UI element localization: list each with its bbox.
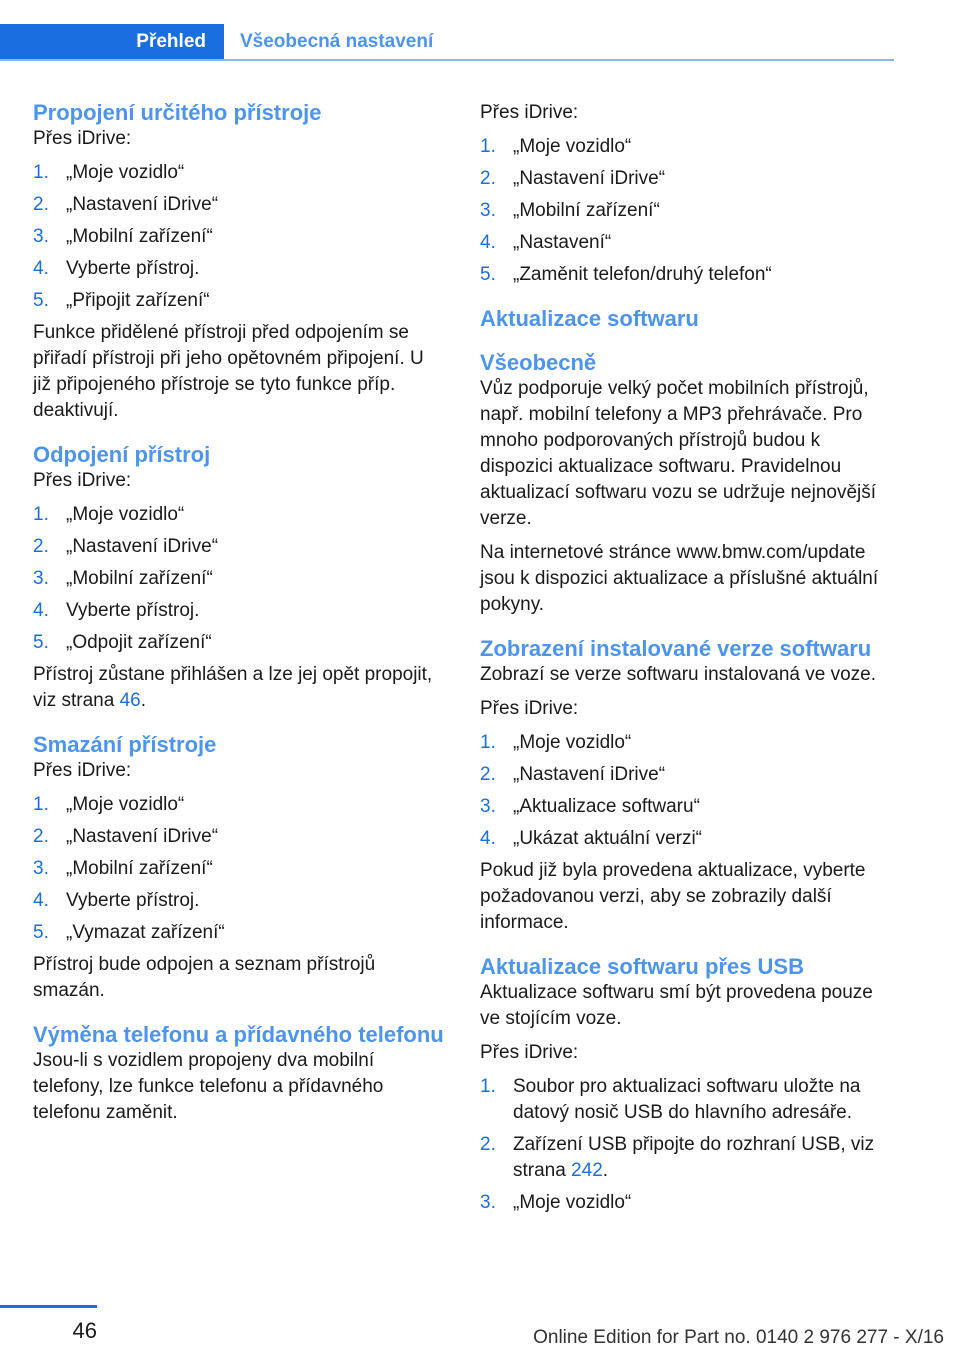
list-item: 4. „Ukázat aktuální verzi“	[480, 828, 703, 849]
heading-delete-device: Smazání přístroje	[33, 732, 217, 757]
list-item: 5. „Připojit zařízení“	[33, 290, 210, 311]
list-item: 4. „Nastavení“	[480, 232, 612, 253]
version-paragraph: Zobrazí se verze softwaru instalovaná ve voze.	[480, 664, 877, 685]
list-item: 3. „Aktualizace softwaru“	[480, 796, 700, 817]
list-item: 3. „Moje vozidlo“	[480, 1192, 632, 1213]
list-item: 3. „Mobilní zařízení“	[33, 226, 213, 247]
heading-swap-phone: Výměna telefonu a přídavného telefonu	[33, 1022, 444, 1047]
page-number: 46	[72, 1318, 97, 1343]
page-link-242[interactable]: 242	[571, 1160, 603, 1181]
heading-show-version: Zobrazení instalované verze softwaru	[480, 636, 872, 661]
tab-prehled[interactable]: Přehled	[0, 24, 224, 60]
list-item: 5. „Vymazat zařízení“	[33, 922, 225, 943]
list-item: 3. „Mobilní zařízení“	[33, 568, 213, 589]
via-idrive-text: Přes iDrive:	[480, 698, 579, 719]
swap-steps	[480, 134, 892, 288]
list-item: 1. Soubor pro aktualizaci softwaru uložte na datový nosič USB do hlavního adresáře.	[480, 1076, 861, 1123]
via-idrive-text: Přes iDrive:	[33, 128, 132, 149]
list-item: 3. „Mobilní zařízení“	[480, 200, 660, 221]
left-column	[33, 100, 445, 1134]
usb-steps	[480, 1074, 892, 1216]
general-paragraph-1: Vůz podporuje velký počet mobilních přístrojů, např. mobilní telefony a MP3 přehrávače. Pro mnoho podporovaných přístrojů budou k dispozici aktualizace softwaru. Pravidelnou aktualizací softwaru vozu se udržuje nejnovější verze.	[480, 378, 877, 529]
page-link-46[interactable]: 46	[119, 690, 141, 711]
usb-paragraph: Aktualizace softwaru smí být provedena pouze ve stojícím voze.	[480, 982, 873, 1029]
list-item: 1. „Moje vozidlo“	[33, 504, 185, 525]
heading-software-update: Aktualizace softwaru	[480, 306, 699, 331]
via-idrive-text: Přes iDrive:	[33, 470, 132, 491]
version-note: Pokud již byla provedena aktualizace, vyberte požadovanou verzi, aby se zobrazily další informace.	[480, 860, 866, 933]
via-idrive-text: Přes iDrive:	[480, 1042, 579, 1063]
list-item: 5. „Odpojit zařízení“	[33, 632, 212, 653]
connect-steps	[33, 160, 445, 314]
list-item: 2. „Nastavení iDrive“	[33, 826, 219, 847]
general-paragraph-2: Na internetové stránce www.bmw.com/update jsou k dispozici aktualizace a příslušné aktuální pokyny.	[480, 542, 879, 615]
page-header	[0, 24, 894, 60]
disconnect-steps	[33, 502, 445, 656]
footer-accent-line	[0, 1305, 97, 1308]
list-item: 4. Vyberte přístroj.	[33, 600, 200, 621]
tab-vseobecna-nastaveni[interactable]: Všeobecná nastavení	[240, 31, 434, 52]
list-item: 2. „Nastavení iDrive“	[33, 536, 219, 557]
via-idrive-text: Přes iDrive:	[33, 760, 132, 781]
via-idrive-text: Přes iDrive:	[480, 102, 579, 123]
connect-note: Funkce přidělené přístroji před odpojením se přiřadí přístroji při jeho opětovném připojení. U již připojeného přístroje se tyto funkce příp. deaktivují.	[33, 322, 424, 421]
list-item: 2. „Nastavení iDrive“	[480, 764, 666, 785]
list-item: 1. „Moje vozidlo“	[33, 794, 185, 815]
list-item: 3. „Mobilní zařízení“	[33, 858, 213, 879]
list-item: 1. „Moje vozidlo“	[480, 136, 632, 157]
swap-note: Jsou-li s vozidlem propojeny dva mobilní telefony, lze funkce telefonu a přídavného telefonu zaměnit.	[33, 1050, 384, 1123]
heading-connect-device: Propojení určitého přístroje	[33, 100, 322, 125]
heading-general: Všeobecně	[480, 350, 597, 375]
list-item: 2. „Nastavení iDrive“	[480, 168, 666, 189]
list-item: 4. Vyberte přístroj.	[33, 890, 200, 911]
list-item: 4. Vyberte přístroj.	[33, 258, 200, 279]
list-item: 1. „Moje vozidlo“	[480, 732, 632, 753]
header-divider	[0, 59, 894, 61]
version-steps	[480, 730, 892, 852]
right-column	[480, 100, 892, 1222]
delete-note: Přístroj bude odpojen a seznam přístrojů smazán.	[33, 954, 376, 1001]
heading-disconnect-device: Odpojení přístroj	[33, 442, 211, 467]
list-item: 2. Zařízení USB připojte do rozhraní USB, viz strana 242.	[480, 1134, 875, 1181]
list-item: 5. „Zaměnit telefon/druhý telefon“	[480, 264, 772, 285]
list-item: 2. „Nastavení iDrive“	[33, 194, 219, 215]
heading-usb-update: Aktualizace softwaru přes USB	[480, 954, 804, 979]
disconnect-note: Přístroj zůstane přihlášen a lze jej opět propojit, viz strana 46.	[33, 664, 433, 711]
list-item: 1. „Moje vozidlo“	[33, 162, 185, 183]
footer-edition-text: Online Edition for Part no. 0140 2 976 277 - X/16	[533, 1327, 944, 1348]
delete-steps	[33, 792, 445, 946]
